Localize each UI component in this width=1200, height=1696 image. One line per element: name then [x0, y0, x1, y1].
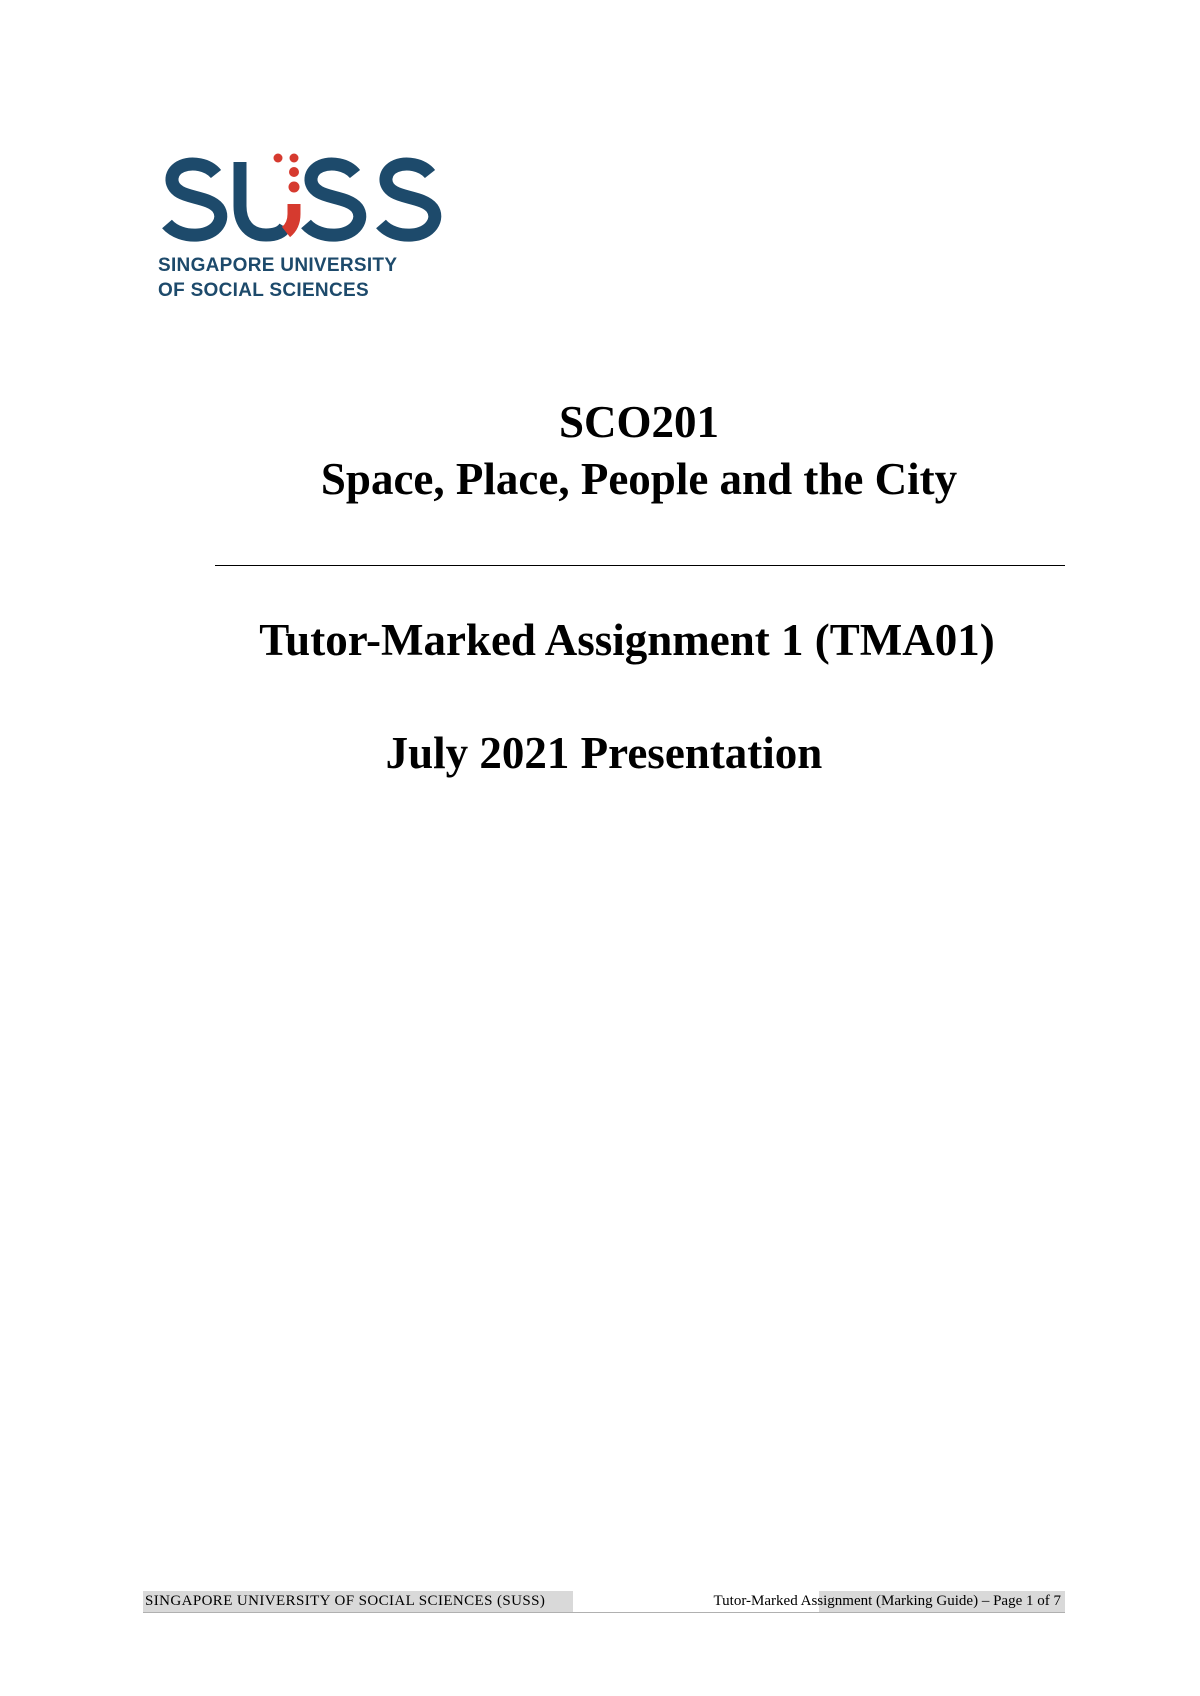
page-footer: [143, 1591, 1065, 1613]
logo-line-2: OF SOCIAL SCIENCES: [158, 280, 369, 301]
suss-wordmark: [158, 152, 443, 247]
suss-logo: [158, 152, 458, 302]
presentation-label: July 2021 Presentation: [385, 728, 823, 778]
horizontal-divider: [215, 565, 1065, 566]
footer-institution: SINGAPORE UNIVERSITY OF SOCIAL SCIENCES (SUSS): [145, 1593, 546, 1609]
course-code: SCO201: [558, 397, 720, 447]
footer-page-info: Tutor-Marked Assignment (Marking Guide) – Page 1 of 7: [713, 1593, 1061, 1609]
logo-line-1: SINGAPORE UNIVERSITY: [158, 255, 398, 276]
course-title: Space, Place, People and the City: [320, 454, 958, 504]
assignment-title: Tutor-Marked Assignment 1 (TMA01): [259, 615, 995, 665]
